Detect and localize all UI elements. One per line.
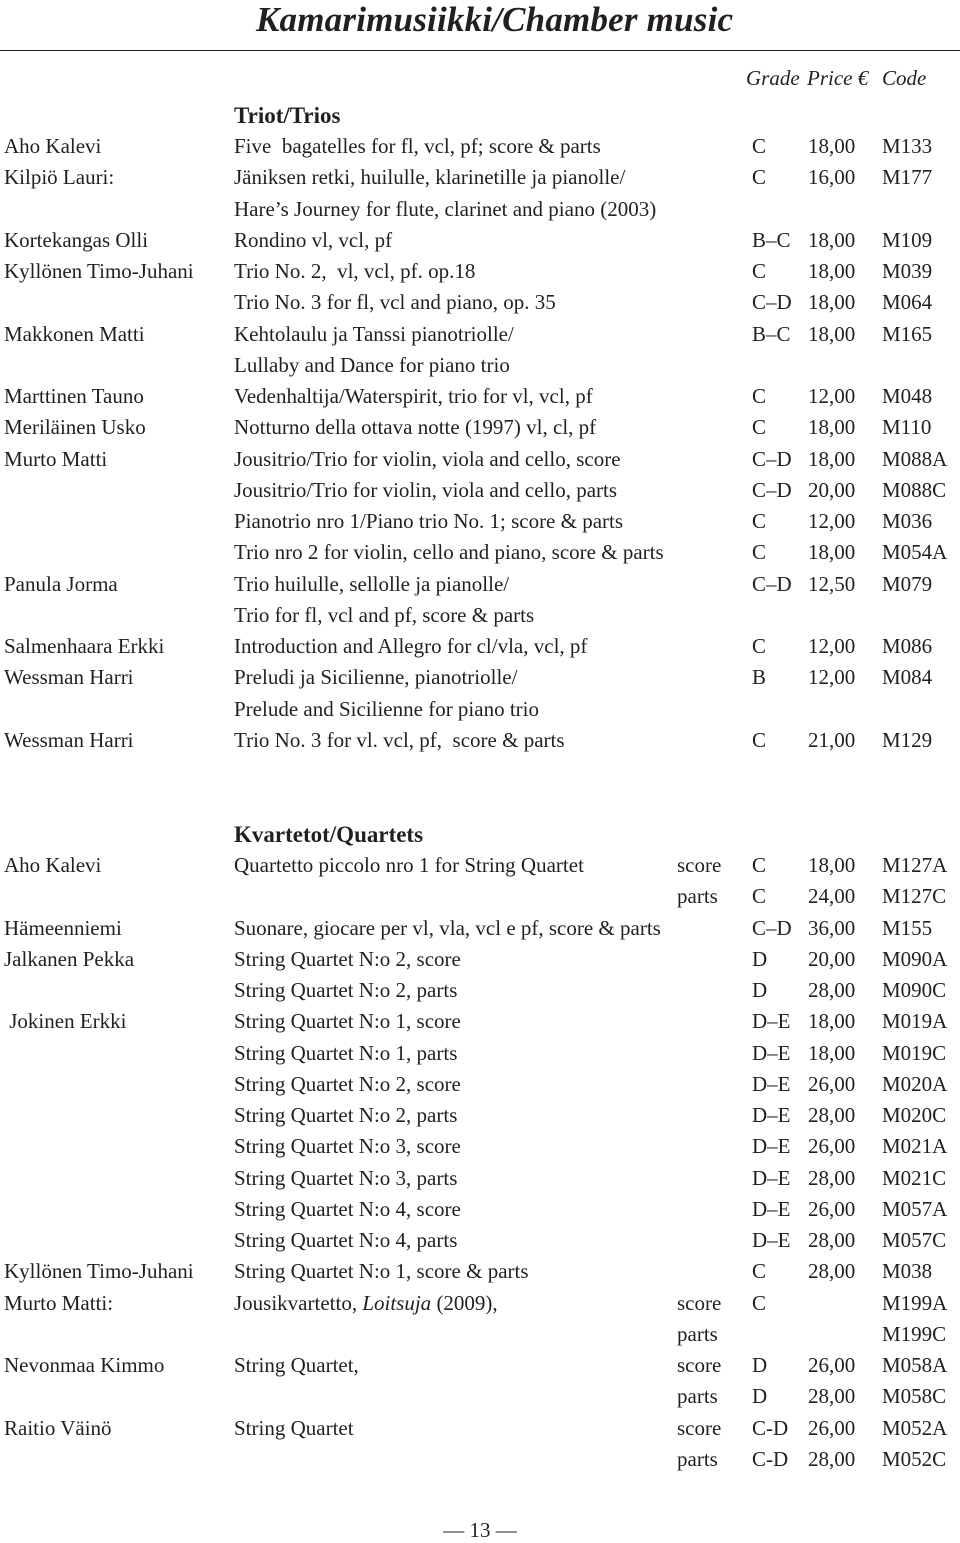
row-composer: Murto Matti: xyxy=(4,1290,114,1315)
catalogue-row xyxy=(0,1228,960,1259)
row-grade: C xyxy=(752,540,767,565)
row-title: Rondino vl, vcl, pf xyxy=(234,227,393,252)
row-composer: Aho Kalevi xyxy=(4,134,102,158)
row-pt: score xyxy=(677,1353,722,1377)
code-column-header: Code xyxy=(882,66,927,90)
row-composer: Jalkanen Pekka xyxy=(4,946,135,971)
catalogue-row xyxy=(0,509,960,540)
row-price: 28,00 xyxy=(808,1165,856,1190)
row-price: 28,00 xyxy=(808,1103,856,1127)
row-composer: Kyllönen Timo-Juhani xyxy=(4,259,194,283)
row-code: M155 xyxy=(882,915,933,940)
row-code: M019C xyxy=(882,1040,947,1065)
row-price: 18,00 xyxy=(808,853,856,877)
row-code: M054A xyxy=(882,540,948,565)
row-grade: C-D xyxy=(752,1446,789,1471)
row-title: String Quartet N:o 2, score xyxy=(234,946,461,971)
row-code: M088C xyxy=(882,477,947,502)
row-title: Lullaby and Dance for piano trio xyxy=(234,352,510,377)
catalogue-row xyxy=(0,322,960,353)
row-title: Notturno della ottava notte (1997) vl, cl, pf xyxy=(234,415,597,440)
row-grade: C xyxy=(752,1259,767,1284)
row-composer: Murto Matti xyxy=(4,446,108,471)
row-composer: Nevonmaa Kimmo xyxy=(4,1353,165,1377)
row-price: 28,00 xyxy=(808,1259,856,1284)
row-title: Introduction and Allegro for cl/vla, vcl, pf xyxy=(234,634,588,658)
row-price: 18,00 xyxy=(808,446,856,471)
row-grade: C xyxy=(752,259,767,283)
row-composer: Panula Jorma xyxy=(4,571,118,596)
catalogue-row xyxy=(0,572,960,603)
catalogue-row xyxy=(0,728,960,759)
catalogue-row xyxy=(0,1041,960,1072)
catalogue-row xyxy=(0,1009,960,1040)
row-price: 18,00 xyxy=(808,1009,856,1034)
row-composer: Wessman Harri xyxy=(4,727,134,752)
row-price: 26,00 xyxy=(808,1134,856,1159)
row-price: 18,00 xyxy=(808,415,856,440)
catalogue-row xyxy=(0,884,960,915)
row-price: 28,00 xyxy=(808,1446,856,1471)
row-price: 18,00 xyxy=(808,1040,856,1065)
catalogue-row xyxy=(0,447,960,478)
row-code: M127C xyxy=(882,884,947,909)
row-grade: D–E xyxy=(752,1040,791,1065)
row-code: M109 xyxy=(882,227,933,252)
row-pt: parts xyxy=(677,884,718,909)
row-grade: D–E xyxy=(752,1009,791,1034)
catalogue-row xyxy=(0,415,960,446)
row-code: M086 xyxy=(882,634,933,658)
row-title: String Quartet N:o 3, score xyxy=(234,1134,461,1159)
row-grade: D–E xyxy=(752,1228,791,1252)
row-title: String Quartet N:o 2, parts xyxy=(234,1103,458,1127)
row-code: M110 xyxy=(882,415,932,440)
row-code: M020C xyxy=(882,1103,947,1127)
catalogue-row xyxy=(0,290,960,321)
row-title: String Quartet N:o 4, score xyxy=(234,1196,461,1221)
row-code: M177 xyxy=(882,165,933,190)
row-grade: B–C xyxy=(752,321,791,346)
row-grade: C–D xyxy=(752,571,792,596)
row-code: M088A xyxy=(882,446,948,471)
row-grade: D–E xyxy=(752,1071,791,1096)
catalogue-row xyxy=(0,197,960,228)
row-grade: C xyxy=(752,727,767,752)
grade-column-header: Grade xyxy=(746,66,800,90)
row-code: M021A xyxy=(882,1134,948,1159)
row-code: M090A xyxy=(882,946,948,971)
catalogue-row xyxy=(0,916,960,947)
row-title: Pianotrio nro 1/Piano trio No. 1; score & parts xyxy=(234,509,624,533)
row-title: String Quartet N:o 1, parts xyxy=(234,1040,458,1065)
row-price: 36,00 xyxy=(808,915,856,940)
row-pt: score xyxy=(677,1415,722,1440)
row-code: M038 xyxy=(882,1259,933,1284)
row-grade: C xyxy=(752,853,767,877)
row-title: Quartetto piccolo nro 1 for String Quartet xyxy=(234,853,584,877)
row-grade: C xyxy=(752,415,767,440)
row-title: Trio huilulle, sellolle ja pianolle/ xyxy=(234,571,510,596)
row-title: Jäniksen retki, huilulle, klarinetille ja pianolle/ xyxy=(234,165,626,190)
row-composer: Raitio Väinö xyxy=(4,1415,112,1440)
catalogue-row xyxy=(0,1384,960,1415)
catalogue-row xyxy=(0,634,960,665)
catalogue-row xyxy=(0,1072,960,1103)
row-grade: B xyxy=(752,665,767,690)
row-composer: Wessman Harri xyxy=(4,665,134,690)
row-code: M057A xyxy=(882,1196,948,1221)
row-code: M048 xyxy=(882,384,933,408)
row-title: Preludi ja Sicilienne, pianotriolle/ xyxy=(234,665,518,690)
row-pt: score xyxy=(677,853,722,877)
catalogue-row xyxy=(0,540,960,571)
row-code: M020A xyxy=(882,1071,948,1096)
catalogue-row xyxy=(0,259,960,290)
row-pt: parts xyxy=(677,1446,718,1471)
row-price: 12,00 xyxy=(808,509,856,533)
catalogue-row xyxy=(0,1103,960,1134)
row-code: M084 xyxy=(882,665,933,690)
row-pt: parts xyxy=(677,1384,718,1409)
row-grade: C xyxy=(752,165,767,190)
row-title: Jousitrio/Trio for violin, viola and cello, parts xyxy=(234,477,618,502)
row-price: 28,00 xyxy=(808,1228,856,1252)
catalogue-row xyxy=(0,1447,960,1478)
row-title: Hare’s Journey for flute, clarinet and piano (2003) xyxy=(234,196,657,221)
row-code: M052A xyxy=(882,1415,948,1440)
price-column-header: Price € xyxy=(807,66,869,90)
row-price: 26,00 xyxy=(808,1196,856,1221)
catalogue-row xyxy=(0,1353,960,1384)
row-title: Trio No. 3 for fl, vcl and piano, op. 35 xyxy=(234,290,556,315)
catalogue-row xyxy=(0,384,960,415)
row-title: String Quartet N:o 1, score xyxy=(234,1009,461,1034)
row-grade: D xyxy=(752,1353,768,1377)
catalogue-row xyxy=(0,947,960,978)
row-grade: C xyxy=(752,884,767,909)
row-code: M058C xyxy=(882,1384,947,1409)
row-grade: C xyxy=(752,384,767,408)
row-price: 18,00 xyxy=(808,227,856,252)
row-code: M133 xyxy=(882,134,933,158)
row-price: 28,00 xyxy=(808,1384,856,1409)
row-grade: C-D xyxy=(752,1415,789,1440)
page-number: — 13 — xyxy=(443,1518,517,1542)
row-grade: C–D xyxy=(752,477,792,502)
row-price: 26,00 xyxy=(808,1071,856,1096)
row-price: 26,00 xyxy=(808,1353,856,1377)
row-code: M052C xyxy=(882,1446,947,1471)
catalogue-row xyxy=(0,353,960,384)
row-grade: C xyxy=(752,634,767,658)
row-price: 18,00 xyxy=(808,540,856,565)
row-grade: D–E xyxy=(752,1134,791,1159)
row-code: M129 xyxy=(882,727,933,752)
catalogue-row xyxy=(0,978,960,1009)
row-price: 20,00 xyxy=(808,477,856,502)
row-price: 12,00 xyxy=(808,384,856,408)
row-title: Jousikvartetto, Loitsuja (2009), xyxy=(234,1290,498,1315)
page-title: Kamarimusiikki/Chamber music xyxy=(256,0,734,39)
row-price: 20,00 xyxy=(808,946,856,971)
row-title: Trio No. 2, vl, vcl, pf. op.18 xyxy=(234,259,476,283)
row-code: M199A xyxy=(882,1290,948,1315)
row-code: M090C xyxy=(882,978,947,1002)
row-grade: D–E xyxy=(752,1103,791,1127)
row-grade: D xyxy=(752,946,768,971)
row-composer: Aho Kalevi xyxy=(4,853,102,877)
catalogue-row xyxy=(0,134,960,165)
section-heading-quartets: Kvartetot/Quartets xyxy=(234,822,424,847)
row-title: String Quartet N:o 4, parts xyxy=(234,1228,458,1252)
catalogue-row xyxy=(0,665,960,696)
catalogue-row xyxy=(0,228,960,259)
row-code: M064 xyxy=(882,290,933,315)
row-code: M079 xyxy=(882,571,933,596)
row-composer: Kilpiö Lauri: xyxy=(4,165,115,190)
row-title: Trio No. 3 for vl. vcl, pf, score & parts xyxy=(234,727,565,752)
catalogue-row xyxy=(0,1322,960,1353)
catalogue-row xyxy=(0,165,960,196)
row-code: M036 xyxy=(882,509,933,533)
row-grade: D–E xyxy=(752,1196,791,1221)
row-price: 16,00 xyxy=(808,165,856,190)
row-grade: B–C xyxy=(752,227,791,252)
catalogue-row xyxy=(0,1416,960,1447)
catalogue-row xyxy=(0,478,960,509)
row-code: M019A xyxy=(882,1009,948,1034)
catalogue-row xyxy=(0,1134,960,1165)
row-code: M165 xyxy=(882,321,933,346)
row-grade: D xyxy=(752,978,768,1002)
row-code: M039 xyxy=(882,259,933,283)
row-title: String Quartet N:o 3, parts xyxy=(234,1165,458,1190)
row-code: M021C xyxy=(882,1165,947,1190)
row-code: M127A xyxy=(882,853,948,877)
row-price: 26,00 xyxy=(808,1415,856,1440)
row-price: 24,00 xyxy=(808,884,856,909)
catalogue-row xyxy=(0,603,960,634)
row-title: Trio nro 2 for violin, cello and piano, score & parts xyxy=(234,540,664,565)
row-price: 28,00 xyxy=(808,978,856,1002)
catalogue-row xyxy=(0,1291,960,1322)
row-code: M057C xyxy=(882,1228,947,1252)
row-grade: C–D xyxy=(752,915,792,940)
row-pt: score xyxy=(677,1290,722,1315)
catalogue-row xyxy=(0,1166,960,1197)
row-title: String Quartet xyxy=(234,1415,354,1440)
row-composer: Meriläinen Usko xyxy=(4,415,146,440)
catalogue-row xyxy=(0,1197,960,1228)
row-grade: C xyxy=(752,1290,767,1315)
row-grade: D xyxy=(752,1384,768,1409)
row-title: Prelude and Sicilienne for piano trio xyxy=(234,696,540,721)
row-price: 12,00 xyxy=(808,634,856,658)
row-grade: C–D xyxy=(752,290,792,315)
row-title: Kehtolaulu ja Tanssi pianotriolle/ xyxy=(234,321,514,346)
row-grade: C xyxy=(752,509,767,533)
row-price: 18,00 xyxy=(808,259,856,283)
row-title: String Quartet N:o 2, parts xyxy=(234,978,458,1002)
row-title: Jousitrio/Trio for violin, viola and cello, score xyxy=(234,446,621,471)
row-code: M058A xyxy=(882,1353,948,1377)
row-composer: Kyllönen Timo-Juhani xyxy=(4,1259,194,1284)
row-price: 12,00 xyxy=(808,665,856,690)
row-title: Vedenhaltija/Waterspirit, trio for vl, vcl, pf xyxy=(234,384,593,408)
row-title: String Quartet N:o 2, score xyxy=(234,1071,461,1096)
row-price: 18,00 xyxy=(808,321,856,346)
row-code: M199C xyxy=(882,1321,947,1346)
title-rule xyxy=(0,50,960,51)
row-grade: D–E xyxy=(752,1165,791,1190)
row-title: Trio for fl, vcl and pf, score & parts xyxy=(234,602,535,627)
row-title: Suonare, giocare per vl, vla, vcl e pf, score & parts xyxy=(234,915,661,940)
row-composer: Marttinen Tauno xyxy=(4,384,144,408)
row-composer: Jokinen Erkki xyxy=(4,1009,127,1034)
row-price: 18,00 xyxy=(808,134,856,158)
row-grade: C–D xyxy=(752,446,792,471)
row-price: 18,00 xyxy=(808,290,856,315)
row-composer: Hämeenniemi xyxy=(4,915,122,940)
row-pt: parts xyxy=(677,1321,718,1346)
catalogue-row xyxy=(0,853,960,884)
row-title: Five bagatelles for fl, vcl, pf; score & parts xyxy=(234,134,601,158)
section-heading-trios: Triot/Trios xyxy=(234,103,341,128)
row-price: 12,50 xyxy=(808,571,856,596)
row-title: String Quartet, xyxy=(234,1353,359,1377)
row-composer: Makkonen Matti xyxy=(4,321,145,346)
row-grade: C xyxy=(752,134,767,158)
row-price: 21,00 xyxy=(808,727,856,752)
row-composer: Kortekangas Olli xyxy=(4,227,149,252)
row-composer: Salmenhaara Erkki xyxy=(4,634,165,658)
catalogue-row xyxy=(0,697,960,728)
row-title: String Quartet N:o 1, score & parts xyxy=(234,1259,529,1284)
catalogue-row xyxy=(0,1259,960,1290)
